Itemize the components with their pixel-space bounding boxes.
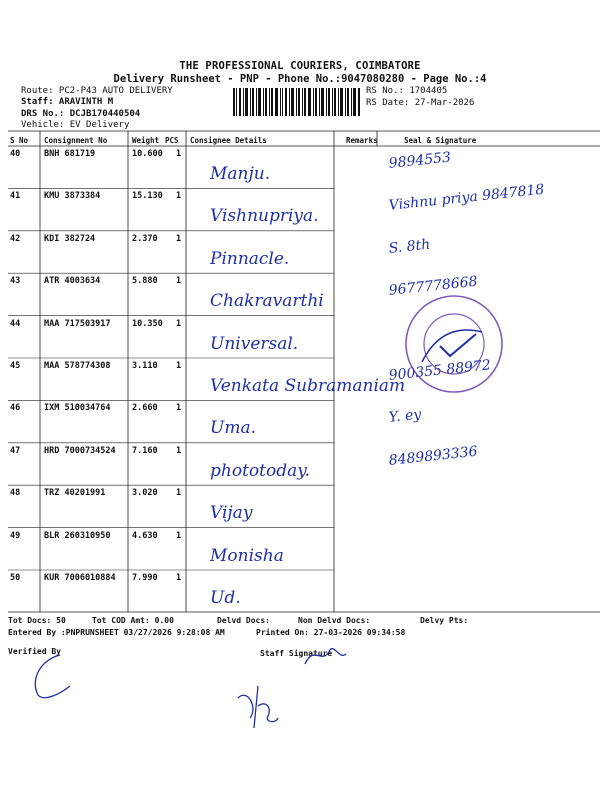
runsheet-subtitle: Delivery Runsheet - PNP - Phone No.:9047080280 - Page No.:4 (113, 73, 487, 85)
total-cod-amount: Tot COD Amt: 0.00 (92, 616, 174, 625)
weight-value: 2.370 (132, 233, 158, 244)
weight-value: 4.630 (132, 530, 158, 541)
company-title: THE PROFESSIONAL COURIERS, COIMBATORE (179, 60, 421, 72)
signature-handwritten: 9894553 (388, 149, 452, 172)
pieces-count: 1 (176, 318, 182, 329)
serial-number: 44 (10, 318, 21, 329)
rs-date: RS Date: 27-Mar-2026 (366, 98, 475, 108)
column-header-consignee: Consignee Details (190, 136, 267, 145)
consignment-number: BLR 260310950 (44, 530, 111, 541)
pieces-count: 1 (176, 361, 182, 371)
table-row (0, 443, 600, 485)
verified-by-signature (20, 650, 90, 705)
signature-handwritten: 8489893336 (388, 443, 479, 469)
total-docs: Tot Docs: 50 (8, 616, 66, 625)
consignment-number: ATR 4003634 (44, 276, 101, 287)
consignee-handwritten: Universal. (210, 333, 299, 354)
signature-handwritten: Y. ey (388, 406, 423, 427)
pieces-count: 1 (176, 488, 182, 499)
pieces-count: 1 (176, 233, 182, 244)
table-row (0, 528, 600, 570)
column-header-seal-signature: Seal & Signature (404, 136, 477, 145)
table-row (0, 182, 600, 230)
table-row (0, 485, 600, 527)
weight-value: 10.600 (132, 149, 163, 159)
vehicle-label: Vehicle: EV Delivery (21, 120, 130, 130)
printed-on: Printed On: 27-03-2026 09:34:58 (256, 628, 406, 637)
consignment-number: KUR 7006010884 (44, 573, 116, 583)
non-delivered-docs: Non Delvd Docs: (298, 616, 371, 625)
column-header-sno: S No (10, 136, 29, 145)
weight-value: 7.160 (132, 445, 158, 456)
signature-handwritten: 900355 88972 (388, 357, 492, 384)
serial-number: 49 (10, 530, 21, 541)
weight-value: 3.110 (132, 361, 158, 371)
consignee-handwritten: Monisha (210, 545, 284, 566)
column-header-weight: Weight (132, 136, 160, 145)
weight-value: 3.020 (132, 488, 158, 499)
serial-number: 46 (10, 403, 21, 414)
table-row (0, 570, 600, 612)
staff-label: Staff: ARAVINTH M (21, 97, 114, 107)
consignee-handwritten: Venkata Subramaniam (210, 376, 406, 396)
delivery-points: Delvy Pts: (420, 616, 469, 625)
weight-value: 10.350 (132, 318, 163, 329)
table-row (0, 231, 600, 273)
signature-handwritten: Vishnu priya 9847818 (388, 182, 546, 215)
weight-value: 2.660 (132, 403, 158, 414)
signature-handwritten: 9677778668 (388, 273, 479, 300)
consignee-handwritten: phototoday. (210, 460, 310, 481)
staff-signature-label: Staff Signature (260, 649, 333, 658)
pieces-count: 1 (176, 403, 182, 414)
pieces-count: 1 (176, 149, 182, 159)
consignment-number: MAA 717503917 (44, 318, 111, 329)
consignee-handwritten: Ud. (210, 588, 241, 608)
column-header-consignment: Consignment No (44, 136, 108, 145)
serial-number: 47 (10, 445, 21, 456)
signature-handwritten: S. 8th (388, 236, 431, 257)
serial-number: 40 (10, 149, 21, 159)
barcode (233, 88, 361, 116)
table-row (0, 273, 600, 315)
consignee-handwritten: Pinnacle. (210, 248, 290, 269)
consignee-handwritten: Chakravarthi (210, 291, 324, 312)
weight-value: 15.130 (132, 191, 163, 202)
rs-number: RS No.: 1704405 (366, 86, 448, 96)
consignment-number: KDI 382724 (44, 233, 96, 244)
serial-number: 50 (10, 573, 21, 583)
consignee-handwritten: Vishnupriya. (210, 206, 319, 227)
delivered-docs: Delvd Docs: (217, 616, 270, 625)
consignee-handwritten: Manju. (210, 164, 271, 184)
weight-value: 5.880 (132, 276, 158, 287)
table-row (0, 316, 600, 358)
consignment-number: MAA 578774308 (44, 361, 111, 371)
consignment-number: BNH 681719 (44, 149, 96, 159)
consignment-number: IXM 510034764 (44, 403, 111, 414)
pieces-count: 1 (176, 573, 182, 583)
consignment-number: KMU 3873384 (44, 191, 101, 202)
serial-number: 48 (10, 488, 21, 499)
serial-number: 43 (10, 276, 21, 287)
pieces-count: 1 (176, 276, 182, 287)
route-label: Route: PC2-P43 AUTO DELIVERY (21, 86, 173, 96)
consignment-number: HRD 7000734524 (44, 445, 116, 456)
weight-value: 7.990 (132, 573, 158, 583)
consignment-number: TRZ 40201991 (44, 488, 106, 499)
pieces-count: 1 (176, 530, 182, 541)
table-row (0, 146, 600, 188)
column-header-pcs: PCS (165, 136, 179, 145)
entered-by: Entered By :PNPRUNSHEET 03/27/2026 9:28:08 AM (8, 628, 225, 637)
pieces-count: 1 (176, 191, 182, 202)
pieces-count: 1 (176, 445, 182, 456)
table-row (0, 358, 600, 400)
staff-signature-mark (228, 678, 288, 733)
serial-number: 41 (10, 191, 21, 202)
drs-label: DRS No.: DCJB170440504 (21, 109, 141, 119)
verified-by-label: Verified By (8, 647, 61, 656)
consignee-handwritten: Uma. (210, 418, 256, 439)
column-header-remarks: Remarks (346, 136, 378, 145)
table-row (0, 400, 600, 442)
serial-number: 45 (10, 361, 21, 371)
consignee-handwritten: Vijay (210, 503, 253, 524)
serial-number: 42 (10, 233, 21, 244)
